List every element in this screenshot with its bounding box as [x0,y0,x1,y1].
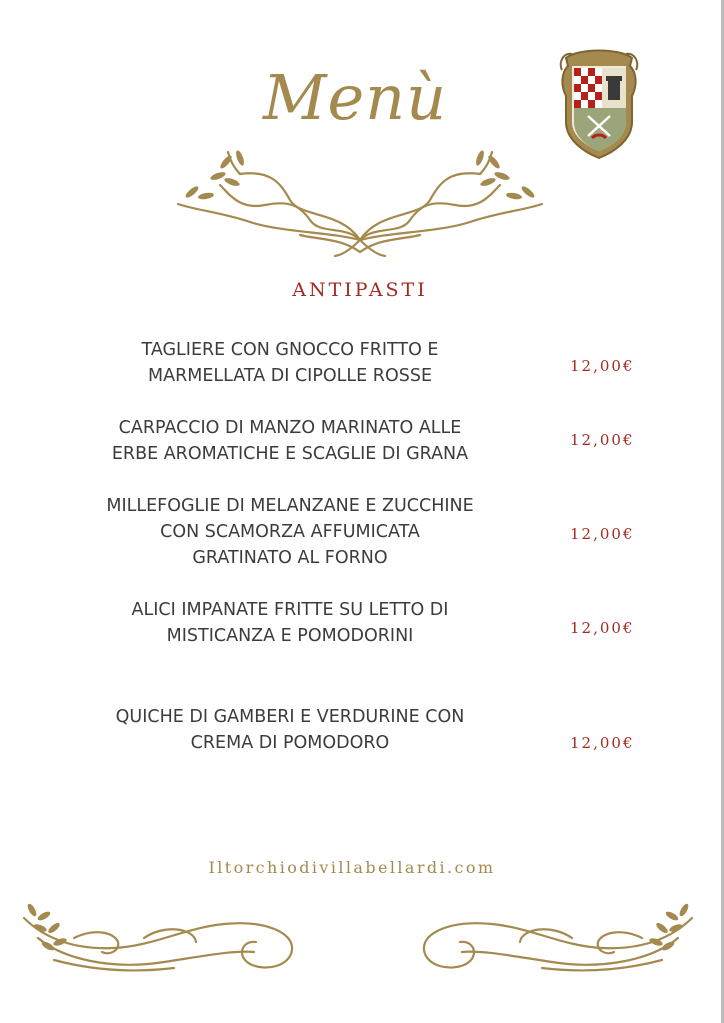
item-price: 12,00€ [570,431,635,449]
section-title: ANTIPASTI [292,279,428,301]
item-name: TAGLIERE CON GNOCCO FRITTO E MARMELLATA DI CIPOLLE ROSSE [141,340,439,386]
item-price: 12,00€ [570,357,635,375]
item-price: 12,00€ [570,525,635,543]
flourish-ornament-icon [412,898,702,978]
item-price: 12,00€ [570,734,635,752]
item-price: 12,00€ [570,619,635,637]
flourish-ornament-icon [14,898,304,978]
flourish-ornament-icon [170,140,550,260]
item-name: CARPACCIO DI MANZO MARINATO ALLE ERBE AROMATICHE E SCAGLIE DI GRANA [111,418,469,464]
item-name: QUICHE DI GAMBERI E VERDURINE CON CREMA DI POMODORO [115,707,465,753]
menu-title-block [240,58,470,148]
item-name: MILLEFOGLIE DI MELANZANE E ZUCCHINE CON SCAMORZA AFFUMICATA GRATINATO AL FORNO [106,496,474,568]
website-link[interactable]: Iltorchiodivillabellardi.com [208,858,496,877]
coat-of-arms-icon [558,44,640,162]
menu-title: Menù [262,61,448,134]
item-name: ALICI IMPANATE FRITTE SU LETTO DI MISTICANZA E POMODORINI [131,600,449,646]
